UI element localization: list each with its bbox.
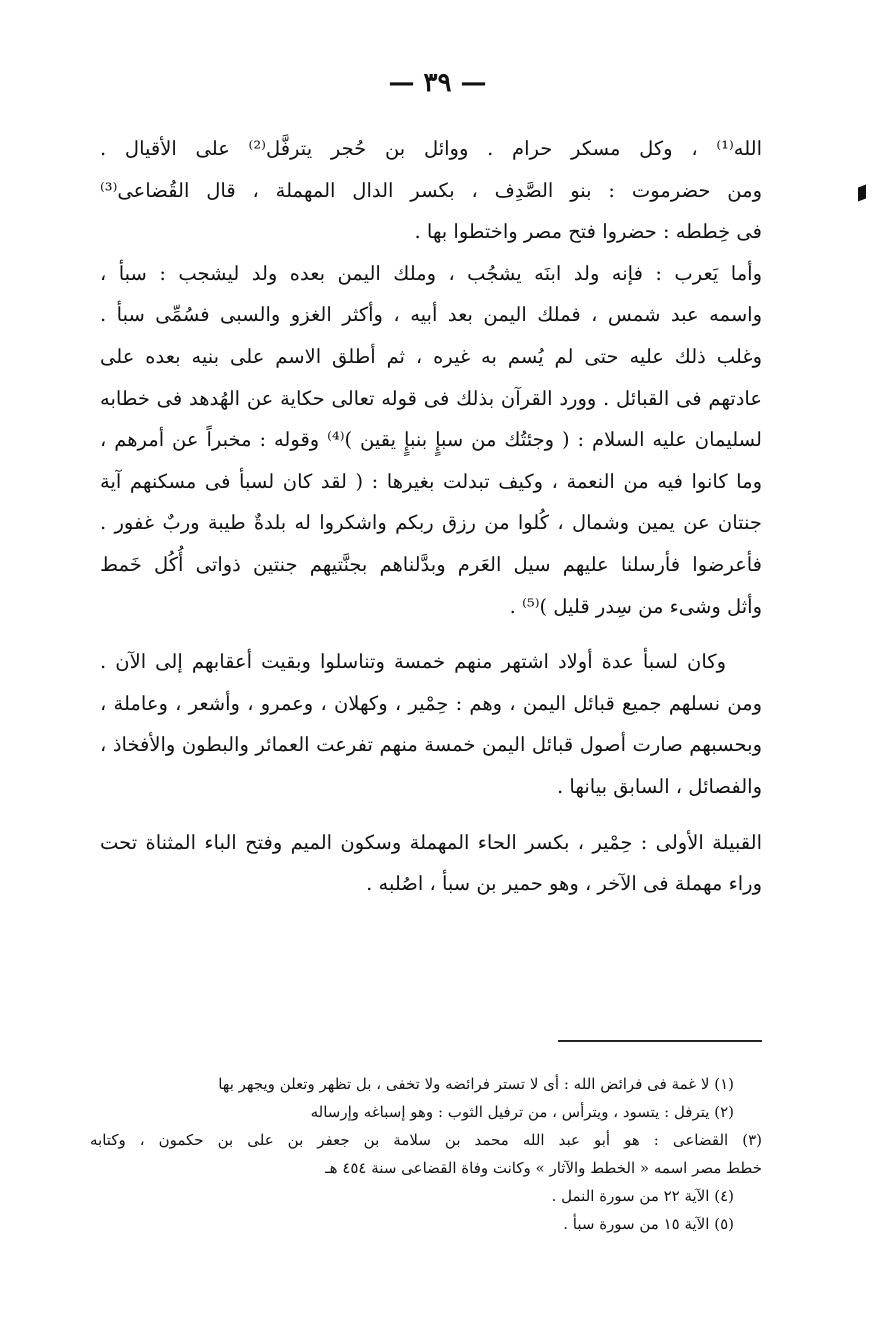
body-line: لسليمان عليه السلام : ( وجئتُك من سبإٍ بنبإٍ يقين )⁽⁴⁾ وقوله : مخبراً عن أمرهم ، bbox=[100, 428, 762, 452]
body-line: فأعرضوا فأرسلنا عليهم سيل العَرم وبدَّلناهم بجنَّتيهم جنتين ذواتى أُكُل خَمط bbox=[100, 552, 762, 576]
footnote: خطط مصر اسمه « الخطط والآثار » وكانت وفاة القضاعى سنة ٤٥٤ هـ bbox=[325, 1159, 762, 1177]
margin-mark bbox=[858, 185, 866, 202]
body-line: القبيلة الأولى : حِمْير ، بكسر الحاء المهملة وسكون الميم وفتح الباء المثناة تحت bbox=[100, 830, 762, 854]
body-line: فى خِططه : حضروا فتح مصر واختطوا بها . bbox=[414, 220, 762, 244]
footnote: (٤) الآية ٢٢ من سورة النمل . bbox=[551, 1187, 734, 1205]
body-line: وغلب ذلك عليه حتى لم يُسم به غيره ، ثم أطلق الاسم على بنيه بعده على bbox=[100, 344, 762, 368]
body-line: وأما يَعرب : فإنه ولد ابنَه يشجُب ، وملك اليمن بعده ولد ليشجب : سبأ ، bbox=[100, 261, 762, 285]
main-text bbox=[100, 128, 762, 905]
body-line: جنتان عن يمين وشمال ، كُلوا من رزق ربكم واشكروا له بلدةٌ طيبة وربٌ غفور . bbox=[100, 511, 762, 535]
body-line: وأثل وشىء من سِدر قليل )⁽⁵⁾ . bbox=[509, 594, 762, 618]
footnote: (١) لا غمة فى فرائض الله : أى لا تستر فرائضه ولا تخفى ، بل تظهر وتعلن ويجهر بها bbox=[218, 1075, 734, 1093]
body-line: وكان لسبأ عدة أولاد اشتهر منهم خمسة وتناسلوا وبقيت أعقابهم إلى الآن . bbox=[100, 650, 726, 674]
body-line: ومن حضرموت : بنو الصَّدِف ، بكسر الدال المهملة ، قال القُضاعى⁽³⁾ bbox=[100, 178, 762, 202]
body-line: والفصائل ، السابق بيانها . bbox=[557, 774, 762, 798]
body-line: وراء مهملة فى الآخر ، وهو حمير بن سبأ ، اصُلبه . bbox=[366, 872, 762, 896]
footnote: (٢) يترفل : يتسود ، ويترأس ، من ترفيل الثوب : وهو إسباغه وإرساله bbox=[310, 1103, 734, 1121]
footnote: (٥) الآية ١٥ من سورة سبأ . bbox=[563, 1215, 734, 1233]
body-line: الله⁽¹⁾ ، وكل مسكر حرام . ووائل بن حُجر يترفَّل⁽²⁾ على الأقيال . bbox=[100, 137, 762, 160]
page-number: — ٣٩ — bbox=[388, 68, 487, 98]
body-line: واسمه عبد شمس ، فملك اليمن بعد أبيه ، وأكثر الغزو والسبى فسُمِّى سبأ . bbox=[100, 303, 762, 327]
body-line: عادتهم فى القبائل . وورد القرآن بذلك فى قوله تعالى حكاية عن الهُدهد فى خطابه bbox=[100, 386, 762, 410]
body-line: وبحسبهم صارت أصول قبائل اليمن خمسة منهم تفرعت العمائر والبطون والأفخاذ ، bbox=[100, 733, 762, 757]
body-line: وما كانوا فيه من النعمة ، وكيف تبدلت بغيرها : ( لقد كان لسبأ فى مسكنهم آية bbox=[100, 469, 762, 493]
footnote-separator bbox=[558, 1040, 762, 1042]
footnote: (٣) القضاعى : هو أبو عبد الله محمد بن سلامة بن جعفر بن على بن حكمون ، وكتابه bbox=[90, 1131, 762, 1149]
body-line: ومن نسلهم جميع قبائل اليمن ، وهم : حِمْير ، وكهلان ، وعمرو ، وأشعر ، وعاملة ، bbox=[100, 691, 762, 715]
footnotes bbox=[90, 1070, 762, 1238]
